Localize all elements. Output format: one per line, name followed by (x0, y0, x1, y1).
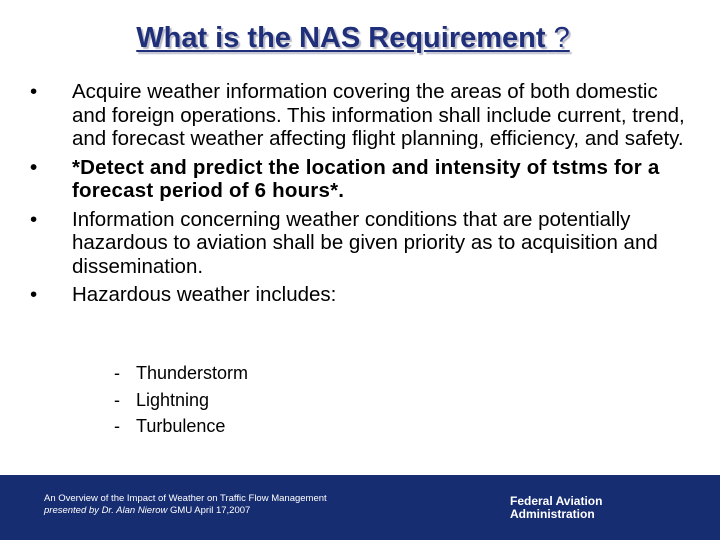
bullet-item: • *Detect and predict the location and intensity of tstms for a forecast period of 6 hours*. (30, 156, 690, 203)
dash-marker: - (114, 363, 120, 383)
hazard-item (114, 360, 248, 387)
dash-marker: - (114, 416, 120, 436)
footer-agency (510, 495, 602, 521)
hazard-label: Turbulence (136, 416, 226, 436)
bullet-item: • Information concerning weather conditions that are potentially hazardous to aviation shall be given priority as to acquisition and dissemination. (30, 208, 690, 279)
footer-presenter-line (44, 505, 250, 516)
agency-line-2: Administration (510, 507, 595, 521)
footer-presenter: presented by Dr. Alan Nierow (44, 505, 168, 516)
bullet-list (30, 80, 690, 312)
footer-venue-date: GMU April 17,2007 (170, 505, 251, 516)
agency-line-1: Federal Aviation (510, 494, 603, 508)
hazard-label: Lightning (136, 389, 210, 410)
dash-marker: - (114, 389, 120, 410)
footer-bar (0, 475, 720, 540)
hazard-label: Thunderstorm (136, 363, 249, 383)
hazard-item (114, 413, 248, 440)
slide-title (0, 22, 706, 55)
hazard-item (114, 387, 248, 414)
slide-title-question-mark: ? (553, 22, 570, 54)
footer-overview: An Overview of the Impact of Weather on Traffic Flow Management (44, 493, 327, 504)
slide-title-text: What is the NAS Requirement (136, 22, 546, 54)
bullet-item: • Hazardous weather includes: (30, 283, 690, 307)
bullet-item: • Acquire weather information covering the areas of both domestic and foreign operations. This information shall include current, trend, and forecast weather affecting flight planning, efficiency, and safety. (30, 80, 690, 151)
hazard-list (114, 360, 248, 440)
